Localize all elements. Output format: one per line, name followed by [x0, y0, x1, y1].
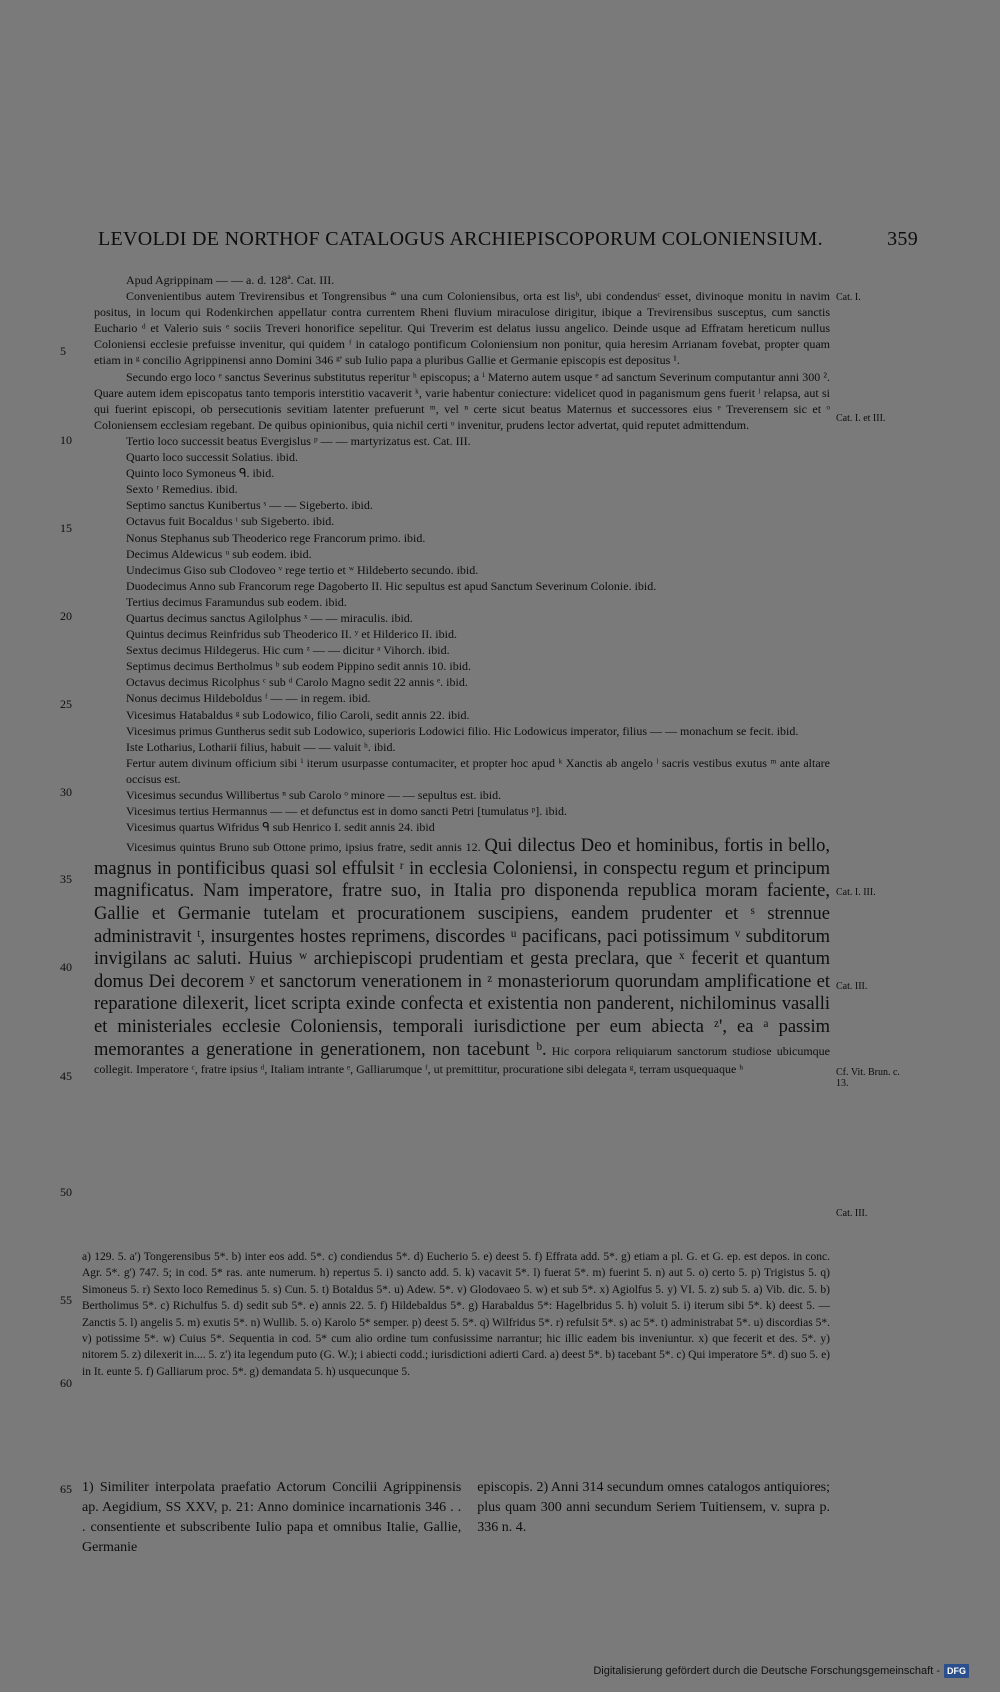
margin-note: Cat. I. et III. [836, 413, 886, 424]
line-number: 35 [60, 872, 72, 886]
footnote-column-right: episcopis. 2) Anni 314 secundum omnes catalogos antiquiores; plus quam 300 anni secundum Seriem Tuitiensem, v. supra p. 336 n. 4. [477, 1480, 830, 1535]
digitization-credit [593, 1664, 969, 1678]
explanatory-footnotes [82, 1478, 830, 1558]
list-item: Nonus Stephanus sub Theoderico rege Francorum primo. ibid. [126, 530, 426, 545]
running-header [98, 228, 918, 251]
line-number: 55 [60, 1293, 72, 1307]
margin-note: Cat. I. [836, 292, 861, 303]
critical-apparatus [82, 1249, 830, 1380]
line-number: 20 [60, 609, 72, 623]
bruno-paragraph [94, 835, 830, 1077]
list-item: Undecimus Giso sub Clodoveo ᵛ rege tertio et ʷ Hildeberto secundo. ibid. [126, 562, 479, 577]
list-item: Octavus fuit Bocaldus ᵗ sub Sigeberto. ibid. [126, 514, 335, 529]
list-item: Vicesimus primus Guntherus sedit sub Lodowico, superioris Lodowici filio. Hic Lodowicus imperator, filius — — monachum se fecit. ibid. [126, 723, 799, 738]
list-item: Tertius decimus Faramundus sub eodem. ibid. [126, 594, 347, 609]
list-item: Sextus decimus Hildegerus. Hic cum ᶻ — — dicitur ᵃ Vihorch. ibid. [126, 643, 450, 658]
list-item: Vicesimus Hatabaldus ᵍ sub Lodowico, filio Caroli, sedit annis 22. ibid. [126, 707, 470, 722]
margin-note: Cat. I. III. [836, 887, 876, 898]
header-title: LEVOLDI DE NORTHOF CATALOGUS ARCHIEPISCOPORUM COLONIENSIUM. [98, 228, 823, 250]
list-item: Vicesimus tertius Hermannus — — et defunctus est in domo sancti Petri [tumulatus ᵖ]. ibid. [126, 804, 567, 819]
list-item: Quarto loco successit Solatius. ibid. [126, 450, 298, 465]
body-paragraph-convenientibus: Convenientibus autem Trevirensibus et Tongrensibus ª' una cum Coloniensibus, orta est lisᵇ, ubi condendusᶜ esset, divinoque monitu in navim positus, in locum qui Rodenkirchen appellatur contra currentem Rheni fluvium miraculose dirigitur, ibique a Trevirensibus susceptus, cum sanctis Euchario ᵈ et Valerio suis ᵉ sociis Treveri honorifice sepelitur. Qui Treverim est delatus iussu angelico. Deinde usque ad Effratam hereticum nullus Coloniensi ecclesie prefuisse invenitur, qui quidem ᶠ in catalogo pontificum Coloniensium non ponitur, quia heresim Arrianam fovebat, propter quam etiam in ᵍ concilio Agrippinensi anno Domini 346 ᵍ' sub Iulio papa a pluribus Gallie et Germanie episcopis est depositus ¹. [94, 289, 830, 368]
line-number: 45 [60, 1069, 72, 1083]
margin-note: Cf. Vit. Brun. c. 13. [836, 1067, 900, 1089]
list-item: Fertur autem divinum officium sibi ⁱ iterum usurpasse contumaciter, et propter hoc apud ᵏ Xanctis ab angelo ˡ sacris vestibus exutus ᵐ ante altare occisus est. [126, 755, 830, 786]
list-item: Quartus decimus sanctus Agilolphus ˣ — — miraculis. ibid. [126, 610, 413, 625]
list-item: Decimus Aldewicus ᵘ sub eodem. ibid. [126, 546, 312, 561]
list-item: Vicesimus secundus Willibertus ⁿ sub Carolo ᵒ minore — — sepultus est. ibid. [126, 788, 502, 802]
body-paragraph-secundo: Secundo ergo loco ᵉ sanctus Severinus substitutus reperitur ʰ episcopus; a ⁱ Materno autem usque ᵉ ad sanctum Severinum computantur anni 300 ². Quare autem idem episcopatus tanto temporis interstitio vacaverit ᵏ, varie habentur coniecture: videlicet quod in paganismum gens fuerit ˡ relapsa, aut si qui fuerint episcopi, ob persecutionis sevitiam latenter prefuerunt ᵐ, vel ⁿ certe sicut beatus Maternus et successores eius ᵉ Treverensem sic et ᵒ Coloniensem ecclesiam regebant. De quibus opinionibus, quia nichil certi ᵒ invenitur, prudens lector advertat, quid reputet admittendum. [94, 369, 830, 432]
credit-text: Digitalisierung gefördert durch die Deutsche Forschungsgemeinschaft - [593, 1665, 940, 1677]
list-item: Septimus decimus Bertholmus ᵇ sub eodem Pippino sedit annis 10. ibid. [126, 659, 472, 674]
line-number: 15 [60, 521, 72, 535]
line-number: 10 [60, 433, 72, 447]
body-line-apud: Apud Agrippinam — — a. d. 128ª. Cat. III. [126, 273, 335, 287]
bruno-tail: Hic corpora reliquiarum sanctorum studiose ubicumque collegit. Imperatore ᶜ, fratre ipsius ᵈ, Italiam intrante ᵉ, Galliarumque ᶠ, ut premittitur, procuratione sibi delegata ᵍ, terram usquequaque ʰ [94, 1043, 831, 1077]
list-item: Octavus decimus Ricolphus ᶜ sub ᵈ Carolo Magno sedit 22 annis ᵉ. ibid. [126, 675, 468, 690]
apparatus-text: a) 129. 5. a') Tongerensibus 5*. b) inter eos add. 5*. c) condiendus 5*. d) Eucherio 5. e) deest 5. f) Effrata add. 5*. g) etiam a pl. G. et G. ep. est depos. in conc. Agr. 5*. g') 747. 5; in cod. 5* ras. ante numerum. h) repertus 5. i) sancto add. 5. k) vacavit 5*. l) fuerat 5*. m) fuerint 5. n) aut 5. o) certo 5. p) Trigistus 5. q) Simoneus 5. r) Sexto loco Remedinus 5. s) Cun. 5. t) Botaldus 5*. u) Adew. 5*. v) Glodovaeo 5. w) et sub 5*. x) Agiolfus 5. y) VI. 5. z) sub 5. a) Vib. dic. 5. b) Bertholimus 5*. c) Richulfus 5. d) sedit sub 5*. e) annis 22. 5. f) Hildebaldus 5*. g) Harabaldus 5*: Hagelbridus 5. h) voluit 5. i) iterum sibi 5*. k) deest 5. — Zanctis 5. l) angelis 5. m) exutis 5*. n) Wullib. 5. o) Karolo 5* semper. p) deest 5. 5*. q) Wilfridus 5*. r) refulsit 5*. s) ac 5*. t) administrabat 5*. u) discordias 5*. v) potissime 5*. w) Cuius 5*. Sequentia in cod. 5* cum alio ordine tum confusissime narrantur; hic illic eadem bis inveniuntur. x) que fecerit et des. 5*. y) nitorem 5. z) dilexerit in.... 5. z') ita legendum puto (G. W.); i abiecti codd.; iurisdictioni adierti Card. a) deest 5*. b) tacebant 5*. c) Qui imperatore 5*. d) suo 5. e) in It. eunte 5. f) Galliarum proc. 5*. g) demandata 5. h) usquecunque 5. [82, 1251, 830, 1378]
dfg-logo-icon: DFG [944, 1664, 969, 1678]
margin-note: Cat. III. [836, 981, 868, 992]
list-item: Sexto ʳ Remedius. ibid. [126, 482, 238, 497]
list-item: Quintus decimus Reinfridus sub Theoderico II. ʸ et Hilderico II. ibid. [126, 627, 457, 642]
line-number: 5 [60, 344, 66, 358]
page-number: 359 [887, 228, 918, 250]
list-item: Vicesimus quartus Wifridus ᑫ sub Henrico I. sedit annis 24. ibid [126, 820, 435, 835]
list-item: Iste Lotharius, Lotharii filius, habuit — — valuit ʰ. ibid. [126, 739, 396, 754]
bruno-large-text: Qui dilectus Deo et hominibus, fortis in bello, magnus in pontificibus quasi sol effulsit ʳ in ecclesia Coloniensi, in conspectu regum et principum magnificatus. Nam imperatore, fratre suo, in Italia pro disponenda republica moram faciente, Gallie et Germanie tutelam et procurationem suscipiens, eandem prudenter et ˢ strennue administravit ᵗ, insurgentes hostes reprimens, discordes ᵘ pacificans, paci potissimum ᵛ subditorum invigilans ac saluti. Huius ʷ archiepiscopi prudentiam et gesta preclara, que ˣ fecerit et quantum domus Dei decorem ʸ et sanctorum venerationem in ᶻ monasteriorum quorundam amplificatione et reparatione dilexerit, licet scripta exinde confecta et existentia non panderent, nichilominus vasalli et ministeriales ecclesie Coloniensis, temporali iurisdictione per eum abiecta ᶻ', ea ᵃ passim memorantes a generatione in generationem, non tacebunt ᵇ. [94, 836, 831, 1060]
line-number: 25 [60, 697, 72, 711]
list-item: Nonus decimus Hildeboldus ᶠ — — in regem. ibid. [126, 691, 371, 706]
line-number: 60 [60, 1376, 72, 1390]
margin-note: Cat. III. [836, 1208, 868, 1219]
footnote-column-left: 1) Similiter interpolata praefatio Actorum Concilii Agrippinensis ap. Aegidium, SS XXV, p. 21: Anno dominice incarnationis 346 . . . consentiente et subscribente Iulio papa et omnibus Italie, Gallie, Germanie [82, 1480, 462, 1555]
line-number: 65 [60, 1482, 72, 1496]
list-item: Tertio loco successit beatus Evergislus ᵖ — — martyrizatus est. Cat. III. [126, 433, 471, 448]
list-item: Quinto loco Symoneus ᑫ. ibid. [126, 466, 275, 481]
main-text [94, 272, 830, 1077]
list-item: Duodecimus Anno sub Francorum rege Dagoberto II. Hic sepultus est apud Sanctum Severinum Colonie. ibid. [126, 578, 657, 593]
list-item: Septimo sanctus Kunibertus ˢ — — Sigeberto. ibid. [126, 498, 373, 513]
line-number: 50 [60, 1185, 72, 1199]
line-number: 40 [60, 960, 72, 974]
bruno-intro: Vicesimus quintus Bruno sub Ottone primo, ipsius fratre, sedit annis 12. [126, 840, 481, 855]
line-number: 30 [60, 785, 72, 799]
